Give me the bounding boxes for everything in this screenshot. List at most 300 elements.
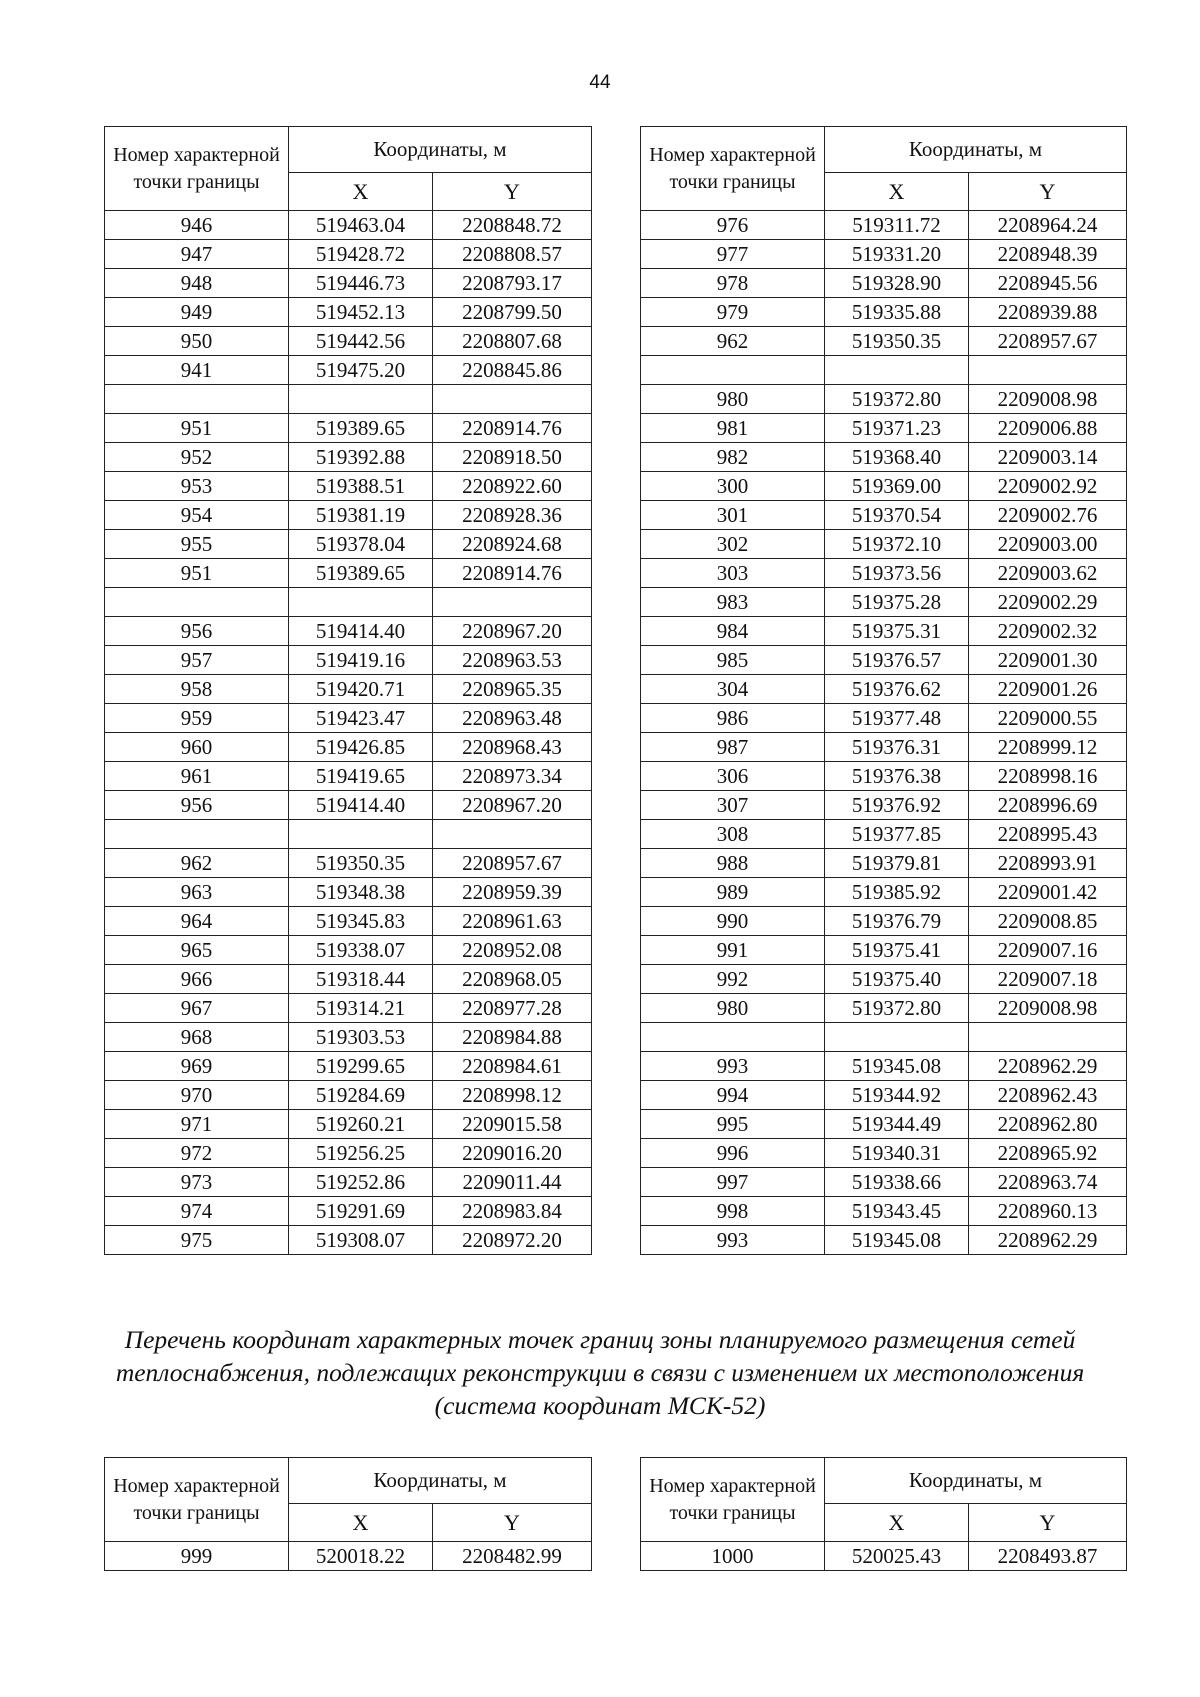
point-number-cell: 948 <box>105 269 289 298</box>
point-number-cell: 996 <box>641 1139 825 1168</box>
x-coordinate-cell: 519475.20 <box>289 356 433 385</box>
point-number-cell: 972 <box>105 1139 289 1168</box>
point-number-cell: 992 <box>641 965 825 994</box>
table-row <box>105 1052 592 1081</box>
x-coordinate-cell: 519311.72 <box>825 211 969 240</box>
x-coordinate-cell: 519375.31 <box>825 617 969 646</box>
table-row <box>641 994 1127 1023</box>
table-row <box>641 1110 1127 1139</box>
point-number-cell: 953 <box>105 472 289 501</box>
table-row <box>105 1542 592 1571</box>
point-number-cell: 960 <box>105 733 289 762</box>
table-row <box>105 762 592 791</box>
x-coordinate-cell: 519426.85 <box>289 733 433 762</box>
y-coordinate-cell: 2209008.85 <box>969 907 1127 936</box>
x-header: X <box>825 1504 969 1542</box>
x-coordinate-cell: 519381.19 <box>289 501 433 530</box>
x-coordinate-cell: 519389.65 <box>289 414 433 443</box>
table-row <box>105 646 592 675</box>
point-number-cell: 954 <box>105 501 289 530</box>
x-coordinate-cell: 519388.51 <box>289 472 433 501</box>
x-coordinate-cell: 519371.23 <box>825 414 969 443</box>
point-number-header: Номер характерной точки границы <box>105 1458 289 1542</box>
table-row <box>105 298 592 327</box>
point-number-cell: 997 <box>641 1168 825 1197</box>
y-coordinate-cell: 2208808.57 <box>433 240 592 269</box>
point-number-cell: 959 <box>105 704 289 733</box>
x-coordinate-cell <box>825 356 969 385</box>
table-row <box>105 675 592 704</box>
y-coordinate-cell: 2209001.30 <box>969 646 1127 675</box>
y-coordinate-cell: 2208967.20 <box>433 617 592 646</box>
x-coordinate-cell: 519344.92 <box>825 1081 969 1110</box>
table-row <box>641 1081 1127 1110</box>
y-coordinate-cell: 2208963.74 <box>969 1168 1127 1197</box>
y-coordinate-cell: 2208965.35 <box>433 675 592 704</box>
x-coordinate-cell: 519344.49 <box>825 1110 969 1139</box>
point-number-cell: 965 <box>105 936 289 965</box>
y-coordinate-cell: 2209007.16 <box>969 936 1127 965</box>
y-coordinate-cell: 2208948.39 <box>969 240 1127 269</box>
y-coordinate-cell: 2208998.12 <box>433 1081 592 1110</box>
y-coordinate-cell: 2208957.67 <box>433 849 592 878</box>
point-number-cell: 981 <box>641 414 825 443</box>
x-coordinate-cell: 519372.80 <box>825 385 969 414</box>
y-coordinate-cell: 2208984.61 <box>433 1052 592 1081</box>
y-coordinate-cell: 2209002.29 <box>969 588 1127 617</box>
x-coordinate-cell: 519378.04 <box>289 530 433 559</box>
y-coordinate-cell: 2208952.08 <box>433 936 592 965</box>
x-coordinate-cell: 519345.83 <box>289 907 433 936</box>
y-coordinate-cell: 2209003.14 <box>969 443 1127 472</box>
point-number-cell: 966 <box>105 965 289 994</box>
y-coordinate-cell: 2208962.29 <box>969 1052 1127 1081</box>
point-number-cell: 949 <box>105 298 289 327</box>
table-row <box>641 1226 1127 1255</box>
point-number-cell: 962 <box>641 327 825 356</box>
table-row <box>105 385 592 414</box>
table-row <box>641 385 1127 414</box>
y-coordinate-cell: 2208963.48 <box>433 704 592 733</box>
y-coordinate-cell: 2209015.58 <box>433 1110 592 1139</box>
y-coordinate-cell: 2208983.84 <box>433 1197 592 1226</box>
point-number-cell: 950 <box>105 327 289 356</box>
x-coordinate-cell: 519389.65 <box>289 559 433 588</box>
table-row <box>641 762 1127 791</box>
point-number-cell: 958 <box>105 675 289 704</box>
point-number-cell: 998 <box>641 1197 825 1226</box>
point-number-cell: 951 <box>105 414 289 443</box>
table-row <box>641 356 1127 385</box>
x-coordinate-cell: 519291.69 <box>289 1197 433 1226</box>
y-coordinate-cell: 2208960.13 <box>969 1197 1127 1226</box>
x-coordinate-cell: 519299.65 <box>289 1052 433 1081</box>
table-row <box>641 269 1127 298</box>
y-coordinate-cell: 2208793.17 <box>433 269 592 298</box>
point-number-cell: 301 <box>641 501 825 530</box>
x-coordinate-cell: 519452.13 <box>289 298 433 327</box>
y-coordinate-cell: 2209016.20 <box>433 1139 592 1168</box>
point-number-cell: 977 <box>641 240 825 269</box>
x-coordinate-cell: 519414.40 <box>289 617 433 646</box>
x-coordinate-cell: 519375.28 <box>825 588 969 617</box>
point-number-cell: 947 <box>105 240 289 269</box>
table-row <box>105 936 592 965</box>
y-coordinate-cell: 2208928.36 <box>433 501 592 530</box>
point-number-cell: 952 <box>105 443 289 472</box>
table-row <box>105 414 592 443</box>
x-coordinate-cell: 519375.40 <box>825 965 969 994</box>
x-coordinate-cell: 519376.62 <box>825 675 969 704</box>
y-coordinate-cell: 2208482.99 <box>433 1542 592 1571</box>
y-coordinate-cell: 2209008.98 <box>969 994 1127 1023</box>
table-row <box>641 878 1127 907</box>
table-row <box>641 472 1127 501</box>
point-number-cell: 989 <box>641 878 825 907</box>
y-coordinate-cell: 2208967.20 <box>433 791 592 820</box>
table-row <box>105 791 592 820</box>
page-number: 44 <box>589 72 611 93</box>
table-row <box>105 849 592 878</box>
point-number-cell: 306 <box>641 762 825 791</box>
table-row <box>641 530 1127 559</box>
table-row <box>105 704 592 733</box>
x-coordinate-cell: 519423.47 <box>289 704 433 733</box>
point-number-cell: 300 <box>641 472 825 501</box>
x-coordinate-cell: 519284.69 <box>289 1081 433 1110</box>
table-row <box>641 588 1127 617</box>
y-coordinate-cell: 2208963.53 <box>433 646 592 675</box>
x-coordinate-cell: 519328.90 <box>825 269 969 298</box>
table-row <box>641 414 1127 443</box>
point-number-cell: 980 <box>641 994 825 1023</box>
point-number-cell: 974 <box>105 1197 289 1226</box>
y-header: Y <box>969 173 1127 211</box>
x-coordinate-cell: 519308.07 <box>289 1226 433 1255</box>
table-row <box>105 501 592 530</box>
coordinates-table-right <box>640 126 1127 1255</box>
point-number-cell: 964 <box>105 907 289 936</box>
x-coordinate-cell: 519376.57 <box>825 646 969 675</box>
y-header: Y <box>433 173 592 211</box>
x-header: X <box>825 173 969 211</box>
y-coordinate-cell <box>969 1023 1127 1052</box>
point-number-cell <box>641 1023 825 1052</box>
point-number-cell: 975 <box>105 1226 289 1255</box>
point-number-cell: 980 <box>641 385 825 414</box>
x-coordinate-cell: 519260.21 <box>289 1110 433 1139</box>
table-row <box>105 443 592 472</box>
point-number-cell: 955 <box>105 530 289 559</box>
point-number-cell: 994 <box>641 1081 825 1110</box>
y-coordinate-cell: 2208999.12 <box>969 733 1127 762</box>
point-number-cell: 969 <box>105 1052 289 1081</box>
y-coordinate-cell <box>969 356 1127 385</box>
y-coordinate-cell: 2209002.92 <box>969 472 1127 501</box>
x-coordinate-cell: 519377.85 <box>825 820 969 849</box>
table-row <box>641 791 1127 820</box>
x-coordinate-cell: 519419.16 <box>289 646 433 675</box>
x-coordinate-cell: 519414.40 <box>289 791 433 820</box>
table-row <box>641 211 1127 240</box>
table-row <box>105 1197 592 1226</box>
point-number-cell <box>105 588 289 617</box>
table-row <box>641 617 1127 646</box>
x-coordinate-cell: 519338.07 <box>289 936 433 965</box>
table-row <box>105 356 592 385</box>
point-number-cell: 985 <box>641 646 825 675</box>
x-coordinate-cell: 519377.48 <box>825 704 969 733</box>
x-coordinate-cell: 519314.21 <box>289 994 433 1023</box>
point-number-header: Номер характерной точки границы <box>641 127 825 211</box>
point-number-header: Номер характерной точки границы <box>105 127 289 211</box>
x-coordinate-cell: 519373.56 <box>825 559 969 588</box>
y-coordinate-cell: 2208939.88 <box>969 298 1127 327</box>
x-coordinate-cell: 519385.92 <box>825 878 969 907</box>
table-row <box>105 733 592 762</box>
coordinates-table-left <box>104 126 592 1255</box>
y-coordinate-cell: 2208922.60 <box>433 472 592 501</box>
point-number-cell: 302 <box>641 530 825 559</box>
point-number-cell: 976 <box>641 211 825 240</box>
table-row <box>105 588 592 617</box>
coordinates-table-bottom-right <box>640 1457 1127 1571</box>
table-row <box>105 820 592 849</box>
table-row <box>641 907 1127 936</box>
y-coordinate-cell: 2208962.43 <box>969 1081 1127 1110</box>
coordinates-table-bottom-left <box>104 1457 592 1571</box>
y-coordinate-cell: 2208965.92 <box>969 1139 1127 1168</box>
x-header: X <box>289 173 433 211</box>
table-row <box>641 501 1127 530</box>
y-coordinate-cell: 2208962.29 <box>969 1226 1127 1255</box>
x-coordinate-cell: 519419.65 <box>289 762 433 791</box>
y-coordinate-cell: 2209002.76 <box>969 501 1127 530</box>
y-coordinate-cell: 2209003.00 <box>969 530 1127 559</box>
table-row <box>105 472 592 501</box>
table-row <box>641 298 1127 327</box>
table-row <box>641 1052 1127 1081</box>
x-coordinate-cell <box>825 1023 969 1052</box>
y-coordinate-cell: 2209011.44 <box>433 1168 592 1197</box>
point-number-cell: 962 <box>105 849 289 878</box>
table-row <box>105 994 592 1023</box>
coordinates-header: Координаты, м <box>825 127 1127 173</box>
point-number-cell: 987 <box>641 733 825 762</box>
y-coordinate-cell: 2208962.80 <box>969 1110 1127 1139</box>
coordinates-header: Координаты, м <box>825 1458 1127 1504</box>
table-row <box>105 907 592 936</box>
point-number-cell: 971 <box>105 1110 289 1139</box>
x-coordinate-cell: 519376.38 <box>825 762 969 791</box>
y-coordinate-cell: 2208972.20 <box>433 1226 592 1255</box>
table-row <box>641 559 1127 588</box>
y-coordinate-cell: 2208968.43 <box>433 733 592 762</box>
table-row <box>105 1110 592 1139</box>
point-number-cell: 951 <box>105 559 289 588</box>
y-coordinate-cell: 2208964.24 <box>969 211 1127 240</box>
x-coordinate-cell: 519345.08 <box>825 1052 969 1081</box>
x-coordinate-cell: 519376.31 <box>825 733 969 762</box>
y-header: Y <box>433 1504 592 1542</box>
x-coordinate-cell: 519379.81 <box>825 849 969 878</box>
point-number-cell: 1000 <box>641 1542 825 1571</box>
x-coordinate-cell: 519303.53 <box>289 1023 433 1052</box>
x-coordinate-cell: 519372.80 <box>825 994 969 1023</box>
table-row <box>641 820 1127 849</box>
point-number-cell: 967 <box>105 994 289 1023</box>
y-coordinate-cell: 2208848.72 <box>433 211 592 240</box>
y-coordinate-cell: 2208914.76 <box>433 559 592 588</box>
y-coordinate-cell: 2208807.68 <box>433 327 592 356</box>
y-coordinate-cell: 2209006.88 <box>969 414 1127 443</box>
x-coordinate-cell: 519463.04 <box>289 211 433 240</box>
table-row <box>105 1081 592 1110</box>
point-number-cell: 993 <box>641 1052 825 1081</box>
y-coordinate-cell <box>433 588 592 617</box>
table-row <box>641 733 1127 762</box>
x-coordinate-cell <box>289 820 433 849</box>
point-number-cell: 991 <box>641 936 825 965</box>
y-header: Y <box>969 1504 1127 1542</box>
x-coordinate-cell: 519345.08 <box>825 1226 969 1255</box>
x-coordinate-cell: 519392.88 <box>289 443 433 472</box>
point-number-cell: 995 <box>641 1110 825 1139</box>
point-number-cell: 304 <box>641 675 825 704</box>
y-coordinate-cell <box>433 385 592 414</box>
point-number-cell: 968 <box>105 1023 289 1052</box>
x-coordinate-cell: 519446.73 <box>289 269 433 298</box>
point-number-cell: 956 <box>105 791 289 820</box>
point-number-cell: 973 <box>105 1168 289 1197</box>
y-coordinate-cell: 2208993.91 <box>969 849 1127 878</box>
point-number-cell: 984 <box>641 617 825 646</box>
table-row <box>641 675 1127 704</box>
x-coordinate-cell: 519318.44 <box>289 965 433 994</box>
point-number-cell: 983 <box>641 588 825 617</box>
table-row <box>641 965 1127 994</box>
table-row <box>105 211 592 240</box>
y-coordinate-cell: 2208977.28 <box>433 994 592 1023</box>
x-coordinate-cell <box>289 588 433 617</box>
coordinates-header: Координаты, м <box>289 127 592 173</box>
x-coordinate-cell: 519420.71 <box>289 675 433 704</box>
y-coordinate-cell: 2208799.50 <box>433 298 592 327</box>
point-number-cell: 999 <box>105 1542 289 1571</box>
x-coordinate-cell: 519368.40 <box>825 443 969 472</box>
x-coordinate-cell: 519350.35 <box>825 327 969 356</box>
y-coordinate-cell: 2208924.68 <box>433 530 592 559</box>
point-number-cell: 307 <box>641 791 825 820</box>
y-coordinate-cell: 2209001.42 <box>969 878 1127 907</box>
table-row <box>641 1542 1127 1571</box>
point-number-cell: 993 <box>641 1226 825 1255</box>
table-row <box>641 1139 1127 1168</box>
table-row <box>105 530 592 559</box>
x-coordinate-cell: 519370.54 <box>825 501 969 530</box>
x-coordinate-cell: 519343.45 <box>825 1197 969 1226</box>
table-row <box>641 1023 1127 1052</box>
point-number-cell: 308 <box>641 820 825 849</box>
point-number-cell: 982 <box>641 443 825 472</box>
y-coordinate-cell: 2208961.63 <box>433 907 592 936</box>
point-number-cell: 963 <box>105 878 289 907</box>
point-number-cell: 979 <box>641 298 825 327</box>
y-coordinate-cell: 2208945.56 <box>969 269 1127 298</box>
table-row <box>641 327 1127 356</box>
y-coordinate-cell: 2209008.98 <box>969 385 1127 414</box>
y-coordinate-cell: 2208959.39 <box>433 878 592 907</box>
x-coordinate-cell: 519375.41 <box>825 936 969 965</box>
x-coordinate-cell: 519348.38 <box>289 878 433 907</box>
x-coordinate-cell: 519350.35 <box>289 849 433 878</box>
y-coordinate-cell: 2208845.86 <box>433 356 592 385</box>
x-coordinate-cell: 519376.92 <box>825 791 969 820</box>
point-number-cell <box>105 820 289 849</box>
table-row <box>641 1168 1127 1197</box>
table-row <box>641 936 1127 965</box>
table-row <box>641 443 1127 472</box>
table-row <box>105 327 592 356</box>
x-coordinate-cell: 519335.88 <box>825 298 969 327</box>
table-row <box>105 878 592 907</box>
point-number-cell <box>105 385 289 414</box>
y-coordinate-cell: 2209007.18 <box>969 965 1127 994</box>
x-coordinate-cell: 519252.86 <box>289 1168 433 1197</box>
point-number-cell: 941 <box>105 356 289 385</box>
point-number-header: Номер характерной точки границы <box>641 1458 825 1542</box>
y-coordinate-cell <box>433 820 592 849</box>
y-coordinate-cell: 2209000.55 <box>969 704 1127 733</box>
x-coordinate-cell: 519442.56 <box>289 327 433 356</box>
y-coordinate-cell: 2208995.43 <box>969 820 1127 849</box>
y-coordinate-cell: 2208968.05 <box>433 965 592 994</box>
point-number-cell: 978 <box>641 269 825 298</box>
x-coordinate-cell: 519256.25 <box>289 1139 433 1168</box>
x-coordinate-cell <box>289 385 433 414</box>
point-number-cell: 986 <box>641 704 825 733</box>
table-row <box>105 965 592 994</box>
point-number-cell: 961 <box>105 762 289 791</box>
point-number-cell: 970 <box>105 1081 289 1110</box>
x-coordinate-cell: 519340.31 <box>825 1139 969 1168</box>
x-coordinate-cell: 519338.66 <box>825 1168 969 1197</box>
table-row <box>641 704 1127 733</box>
point-number-cell <box>641 356 825 385</box>
section-caption: Перечень координат характерных точек границ зоны планируемого размещения сетей теплоснабжения, подлежащих реконструкции в связи с изменением их местоположения (система координат МСК-52) <box>115 1325 1085 1420</box>
y-coordinate-cell: 2209003.62 <box>969 559 1127 588</box>
point-number-cell: 957 <box>105 646 289 675</box>
table-row <box>641 849 1127 878</box>
x-coordinate-cell: 519428.72 <box>289 240 433 269</box>
y-coordinate-cell: 2208957.67 <box>969 327 1127 356</box>
y-coordinate-cell: 2208914.76 <box>433 414 592 443</box>
y-coordinate-cell: 2208973.34 <box>433 762 592 791</box>
x-coordinate-cell: 520025.43 <box>825 1542 969 1571</box>
y-coordinate-cell: 2208984.88 <box>433 1023 592 1052</box>
x-coordinate-cell: 519372.10 <box>825 530 969 559</box>
y-coordinate-cell: 2209002.32 <box>969 617 1127 646</box>
y-coordinate-cell: 2208996.69 <box>969 791 1127 820</box>
table-row <box>105 617 592 646</box>
point-number-cell: 990 <box>641 907 825 936</box>
y-coordinate-cell: 2208493.87 <box>969 1542 1127 1571</box>
x-coordinate-cell: 520018.22 <box>289 1542 433 1571</box>
table-row <box>105 240 592 269</box>
table-row <box>105 1168 592 1197</box>
table-row <box>641 240 1127 269</box>
point-number-cell: 946 <box>105 211 289 240</box>
